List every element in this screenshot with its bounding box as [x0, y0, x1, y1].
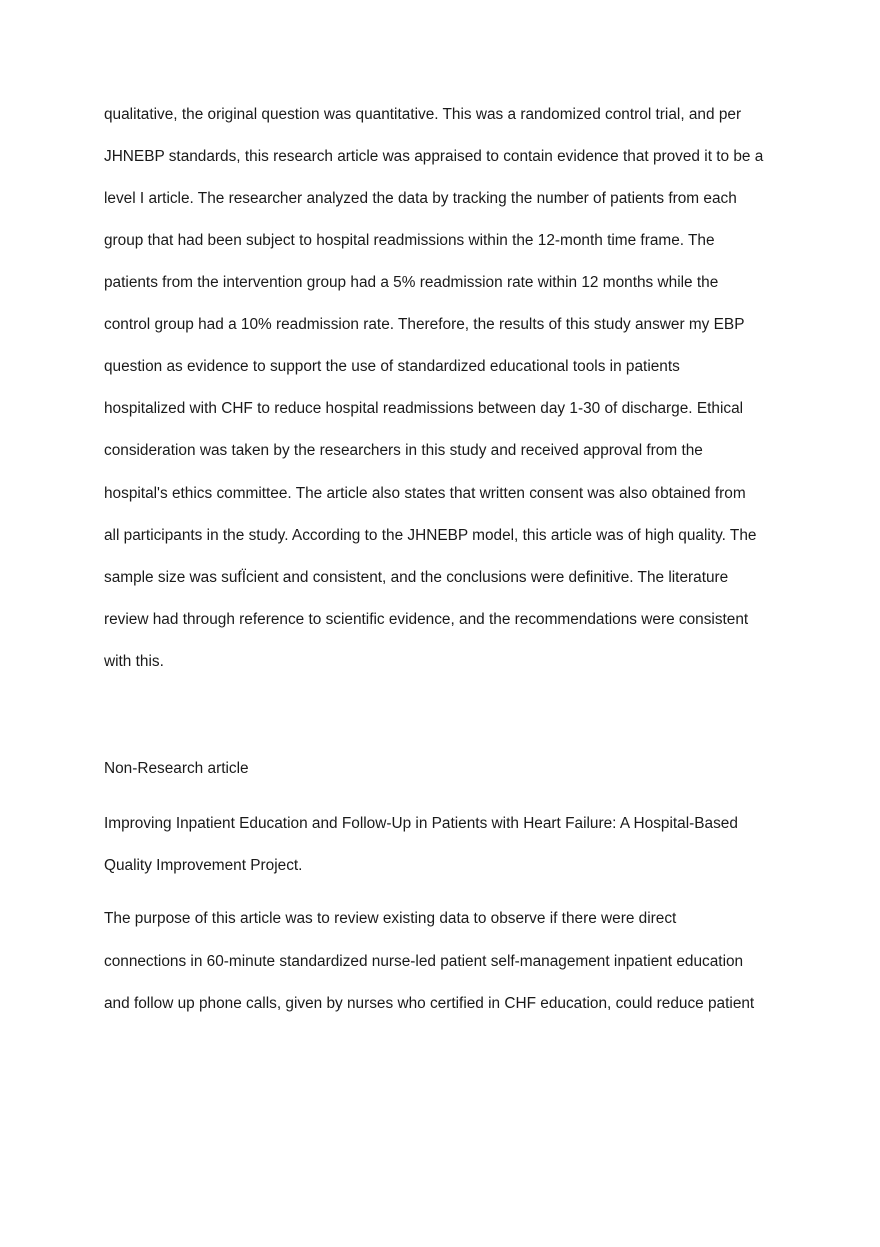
text-line: question as evidence to support the use of standardized educational tools in patients	[104, 358, 680, 375]
text-line: all participants in the study. According to the JHNEBP model, this article was of high quality. The	[104, 527, 757, 544]
text-line: with this.	[104, 653, 164, 670]
text-line: and follow up phone calls, given by nurses who certified in CHF education, could reduce patient	[104, 995, 755, 1012]
text-line: qualitative, the original question was quantitative. This was a randomized control trial, and per	[104, 106, 742, 123]
section-heading: Non-Research article	[104, 760, 249, 777]
text-line: hospital's ethics committee. The article also states that written consent was also obtained from	[104, 485, 746, 502]
text-line: JHNEBP standards, this research article was appraised to contain evidence that proved it to be a	[104, 148, 764, 165]
text-line: patients from the intervention group had a 5% readmission rate within 12 months while the	[104, 274, 719, 291]
text-line: level I article. The researcher analyzed the data by tracking the number of patients from each	[104, 190, 737, 207]
text-line: Quality Improvement Project.	[104, 857, 303, 874]
text-line: consideration was taken by the researchers in this study and received approval from the	[104, 442, 703, 459]
text-line: Improving Inpatient Education and Follow-Up in Patients with Heart Failure: A Hospital-Based	[104, 815, 738, 832]
text-line: group that had been subject to hospital readmissions within the 12-month time frame. The	[104, 232, 715, 249]
text-line: review had through reference to scientific evidence, and the recommendations were consistent	[104, 611, 749, 628]
text-line: connections in 60-minute standardized nurse-led patient self-management inpatient education	[104, 953, 744, 970]
text-line: sample size was sufÏcient and consistent, and the conclusions were definitive. The literature	[104, 569, 729, 586]
text-line: hospitalized with CHF to reduce hospital readmissions between day 1-30 of discharge. Ethical	[104, 400, 744, 417]
text-line: The purpose of this article was to review existing data to observe if there were direct	[104, 910, 677, 927]
text-line: control group had a 10% readmission rate. Therefore, the results of this study answer my EBP	[104, 316, 745, 333]
